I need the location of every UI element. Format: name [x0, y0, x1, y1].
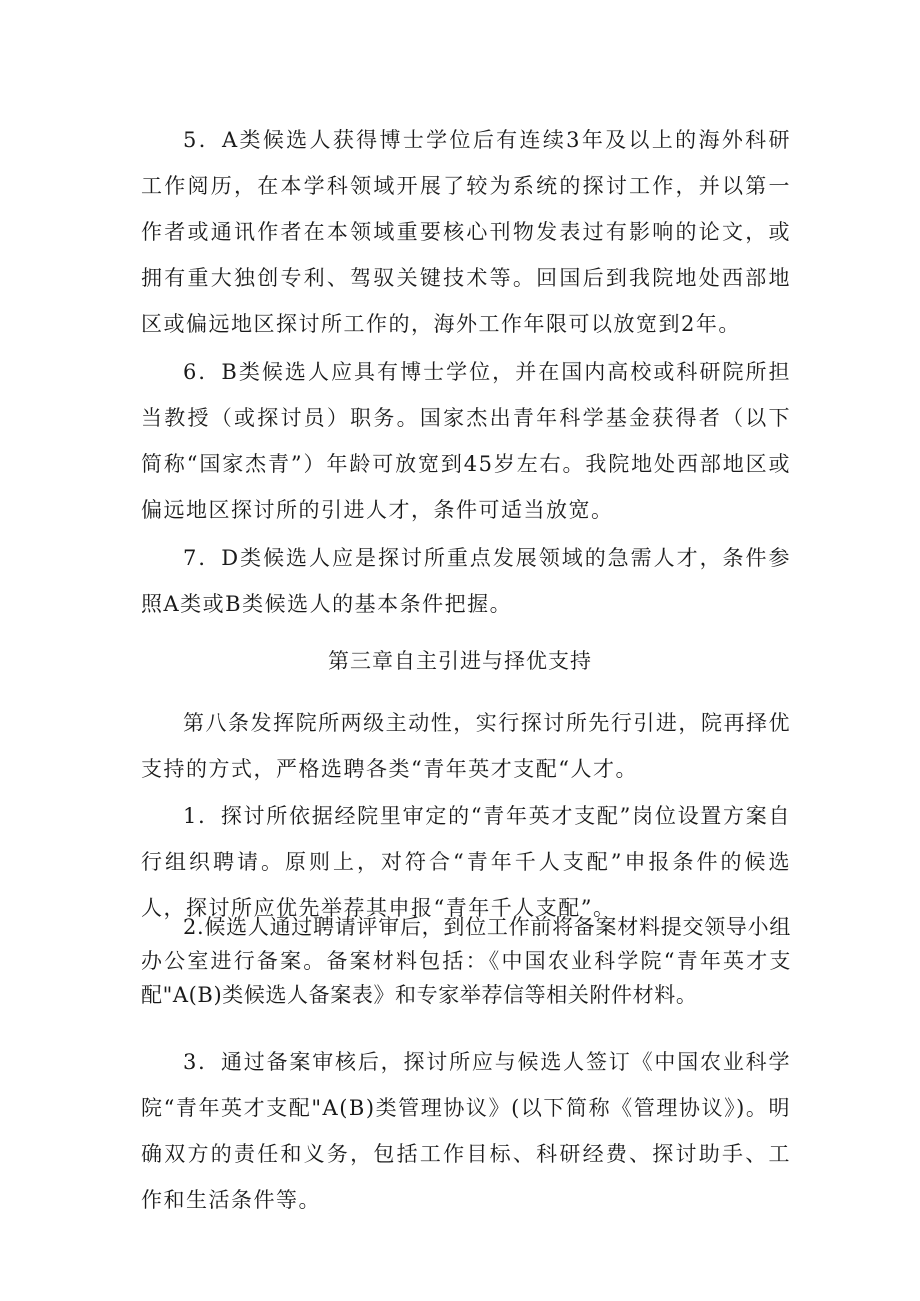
paragraph-item-7: 7．D类候选人应是探讨所重点发展领域的急需人才，条件参照A类或B类候选人的基本条件把握。: [141, 546, 791, 616]
paragraph-item-5: 5．A类候选人获得博士学位后有连续3年及以上的海外科研工作阅历，在本学科领域开展了较为系统的探讨工作，并以第一作者或通讯作者在本领域重要核心刊物发表过有影响的论文，或拥有重大独创专利、驾驭关键技术等。回国后到我院地处西部地区或偏远地区探讨所工作的，海外工作年限可以放宽到2年。: [141, 128, 791, 336]
paragraph-article-8: 第八条发挥院所两级主动性，实行探讨所先行引进，院再择优支持的方式，严格选聘各类“青年英才支配“人才。: [141, 711, 791, 781]
paragraph-item-2: 2.候选人通过聘请评审后，到位工作前将备案材料提交领导小组办公室进行备案。备案材料包括：《中国农业科学院“青年英才支配"A(B)类候选人备案表》和专家举荐信等相关附件材料。: [141, 915, 791, 1007]
paragraph-item-6: 6．B类候选人应具有博士学位，并在国内高校或科研院所担当教授（或探讨员）职务。国家杰出青年科学基金获得者（以下简称“国家杰青”）年龄可放宽到45岁左右。我院地处西部地区或偏远地区探讨所的引进人才，条件可适当放宽。: [141, 360, 791, 522]
paragraph-item-1: 1．探讨所依据经院里审定的“青年英才支配”岗位设置方案自行组织聘请。原则上，对符合“青年千人支配”申报条件的候选人，探讨所应优先举荐其申报“青年千人支配”。: [141, 804, 791, 920]
chapter-heading: 第三章自主引进与择优支持: [328, 649, 592, 673]
paragraph-item-3: 3．通过备案审核后，探讨所应与候选人签订《中国农业科学院“青年英才支配"A(B)类管理协议》(以下简称《管理协议》)。明确双方的责任和义务，包括工作目标、科研经费、探讨助手、工作和生活条件等。: [141, 1050, 791, 1212]
